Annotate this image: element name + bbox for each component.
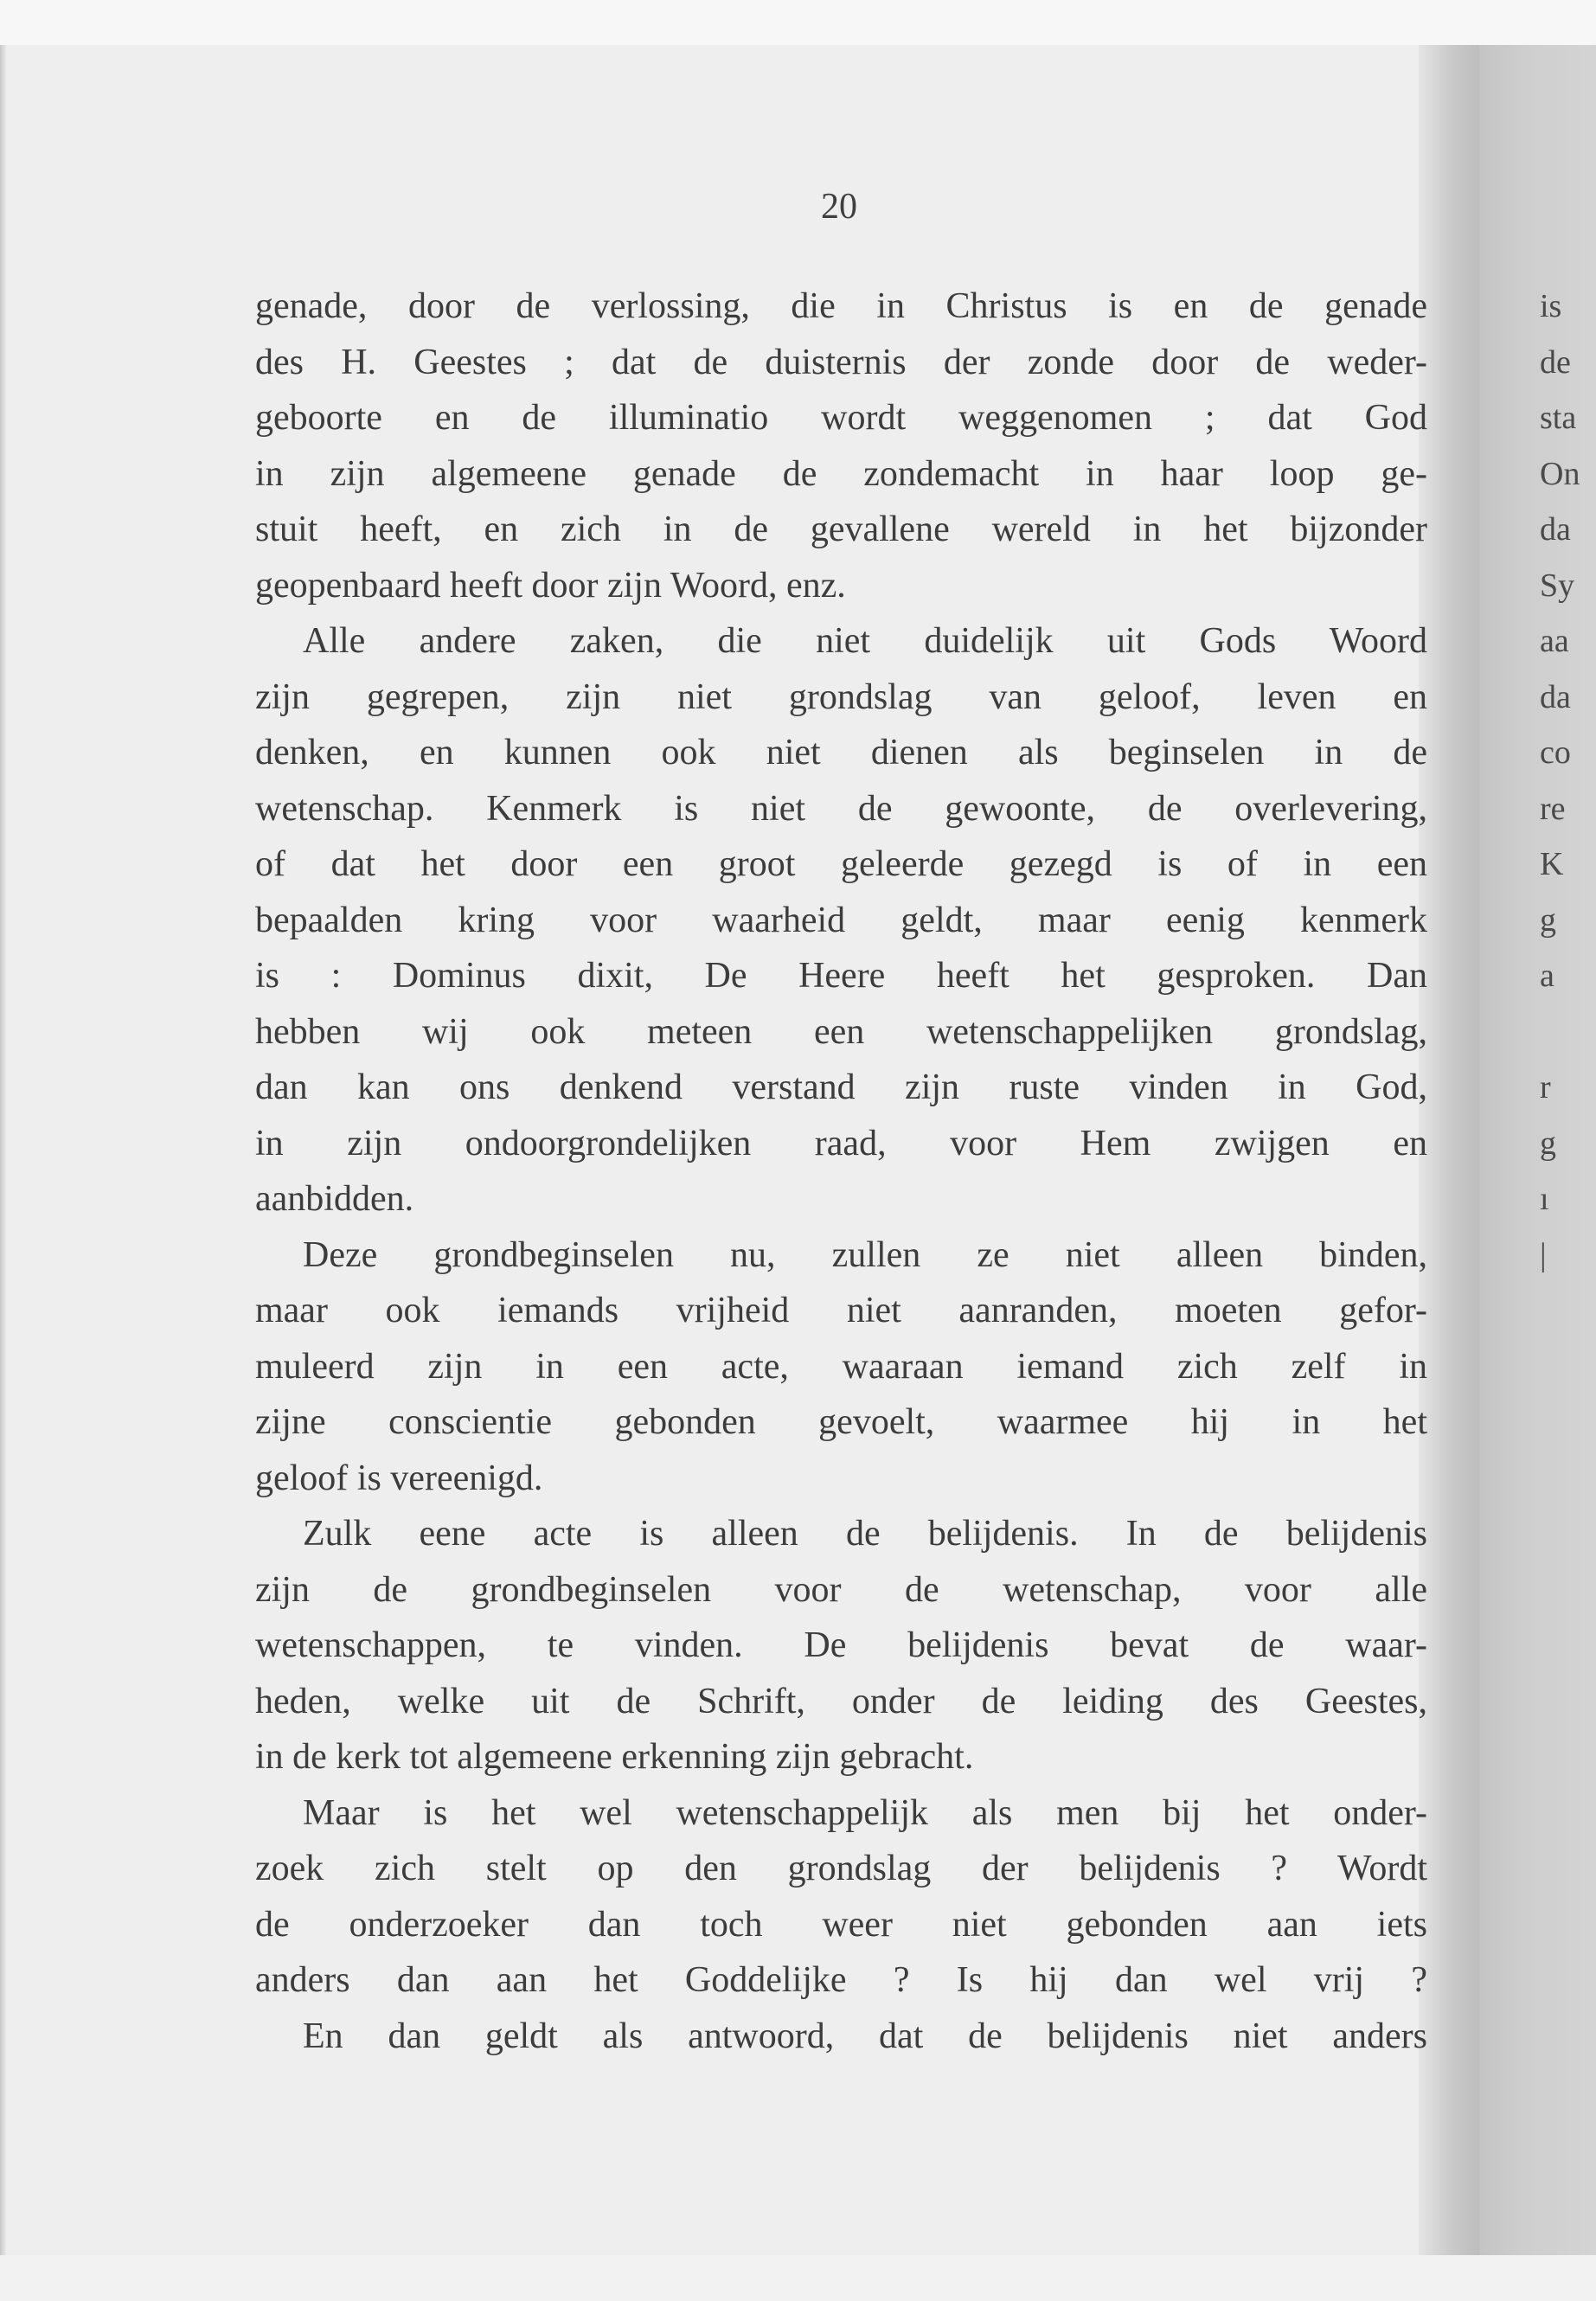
facing-page-fragment: aa — [1540, 623, 1569, 659]
facing-page-fragment: ı — [1540, 1181, 1549, 1217]
facing-page-fragment: Sy — [1540, 567, 1575, 604]
facing-page-fragment — [1540, 1004, 1596, 1061]
text-line: wetenschap. Kenmerk is niet de gewoonte, de overlevering, — [255, 788, 1427, 829]
text-line: bepaalden kring voor waarheid geldt, maar eenig kenmerk — [255, 900, 1427, 940]
book-gutter-shadow — [1419, 45, 1479, 2255]
text-line: des H. Geestes ; dat de duisternis der zonde door de weder- — [255, 342, 1427, 382]
scan-bottom-border — [0, 2255, 1596, 2301]
text-line: in zijn algemeene genade de zondemacht in haar loop ge- — [255, 453, 1427, 494]
text-line: Alle andere zaken, die niet duidelijk uit Gods Woord — [303, 621, 1427, 661]
facing-page-fragment: g — [1540, 901, 1556, 939]
page-number: 20 — [821, 187, 857, 227]
scan-left-edge — [0, 45, 7, 2277]
text-line: zoek zich stelt op den grondslag der belijdenis ? Wordt — [255, 1849, 1427, 1888]
text-line: wetenschappen, te vinden. De belijdenis bevat de waar- — [255, 1625, 1427, 1665]
text-line: geboorte en de illuminatio wordt weggenomen ; dat God — [255, 398, 1427, 438]
facing-page-fragment: K — [1540, 846, 1564, 882]
facing-page-fragment: da — [1540, 511, 1571, 548]
text-line: de onderzoeker dan toch weer niet gebonden aan iets — [255, 1904, 1427, 1945]
facing-page-fragment: da — [1540, 678, 1571, 715]
text-line: anders dan aan het Goddelijke ? Is hij dan wel vrij ? — [255, 1960, 1427, 2000]
text-line: geloof is vereenigd. — [255, 1458, 543, 1498]
facing-page-fragment: a — [1540, 958, 1554, 994]
text-line: denken, en kunnen ook niet dienen als beginselen in de — [255, 733, 1427, 772]
text-line: in de kerk tot algemeene erkenning zijn gebracht. — [255, 1737, 974, 1777]
text-line: in zijn ondoorgrondelijken raad, voor Hem zwijgen en — [255, 1123, 1427, 1163]
text-line: zijne conscientie gebonden gevoelt, waarmee hij in het — [255, 1402, 1427, 1442]
text-line: muleerd zijn in een acte, waaraan iemand zich zelf in — [255, 1346, 1427, 1387]
text-line: geopenbaard heeft door zijn Woord, enz. — [255, 565, 846, 606]
text-line: hebben wij ook meteen een wetenschappelijken grondslag, — [255, 1011, 1427, 1052]
page-body-text — [255, 279, 1427, 2064]
facing-page-fragment: co — [1540, 734, 1571, 771]
text-line: Deze grondbeginselen nu, zullen ze niet alleen binden, — [303, 1234, 1427, 1275]
text-line: stuit heeft, en zich in de gevallene wereld in het bijzonder — [255, 510, 1427, 549]
text-line: Zulk eene acte is alleen de belijdenis. In de belijdenis — [303, 1514, 1427, 1554]
text-line: En dan geldt als antwoord, dat de belijdenis niet anders — [303, 2016, 1427, 2056]
facing-page-text-fragments — [1540, 279, 1596, 1283]
scan-top-border — [0, 0, 1596, 45]
facing-page-fragment: is — [1540, 288, 1562, 324]
text-line: dan kan ons denkend verstand zijn ruste vinden in God, — [255, 1067, 1427, 1107]
facing-page-fragment: On — [1540, 455, 1580, 492]
text-line: zijn gegrepen, zijn niet grondslag van geloof, leven en — [255, 676, 1427, 717]
facing-page-fragment: de — [1540, 343, 1571, 381]
facing-page-fragment: r — [1540, 1069, 1551, 1106]
text-line: heden, welke uit de Schrift, onder de leiding des Geestes, — [255, 1681, 1427, 1721]
text-line: Maar is het wel wetenschappelijk als men bij het onder- — [303, 1792, 1427, 1833]
text-line: of dat het door een groot geleerde gezegd is of in een — [255, 844, 1427, 884]
facing-page-fragment: g — [1540, 1125, 1556, 1162]
facing-page-fragment: sta — [1540, 400, 1577, 436]
text-line: aanbidden. — [255, 1179, 414, 1219]
facing-page-fragment: | — [1540, 1236, 1547, 1273]
text-line: genade, door de verlossing, die in Christus is en de genade — [255, 286, 1427, 326]
text-line: zijn de grondbeginselen voor de wetenschap, voor alle — [255, 1569, 1427, 1610]
text-line: maar ook iemands vrijheid niet aanranden, moeten gefor- — [255, 1291, 1427, 1330]
text-line: is : Dominus dixit, De Heere heeft het gesproken. Dan — [255, 956, 1427, 996]
facing-page-fragment: re — [1540, 790, 1566, 827]
